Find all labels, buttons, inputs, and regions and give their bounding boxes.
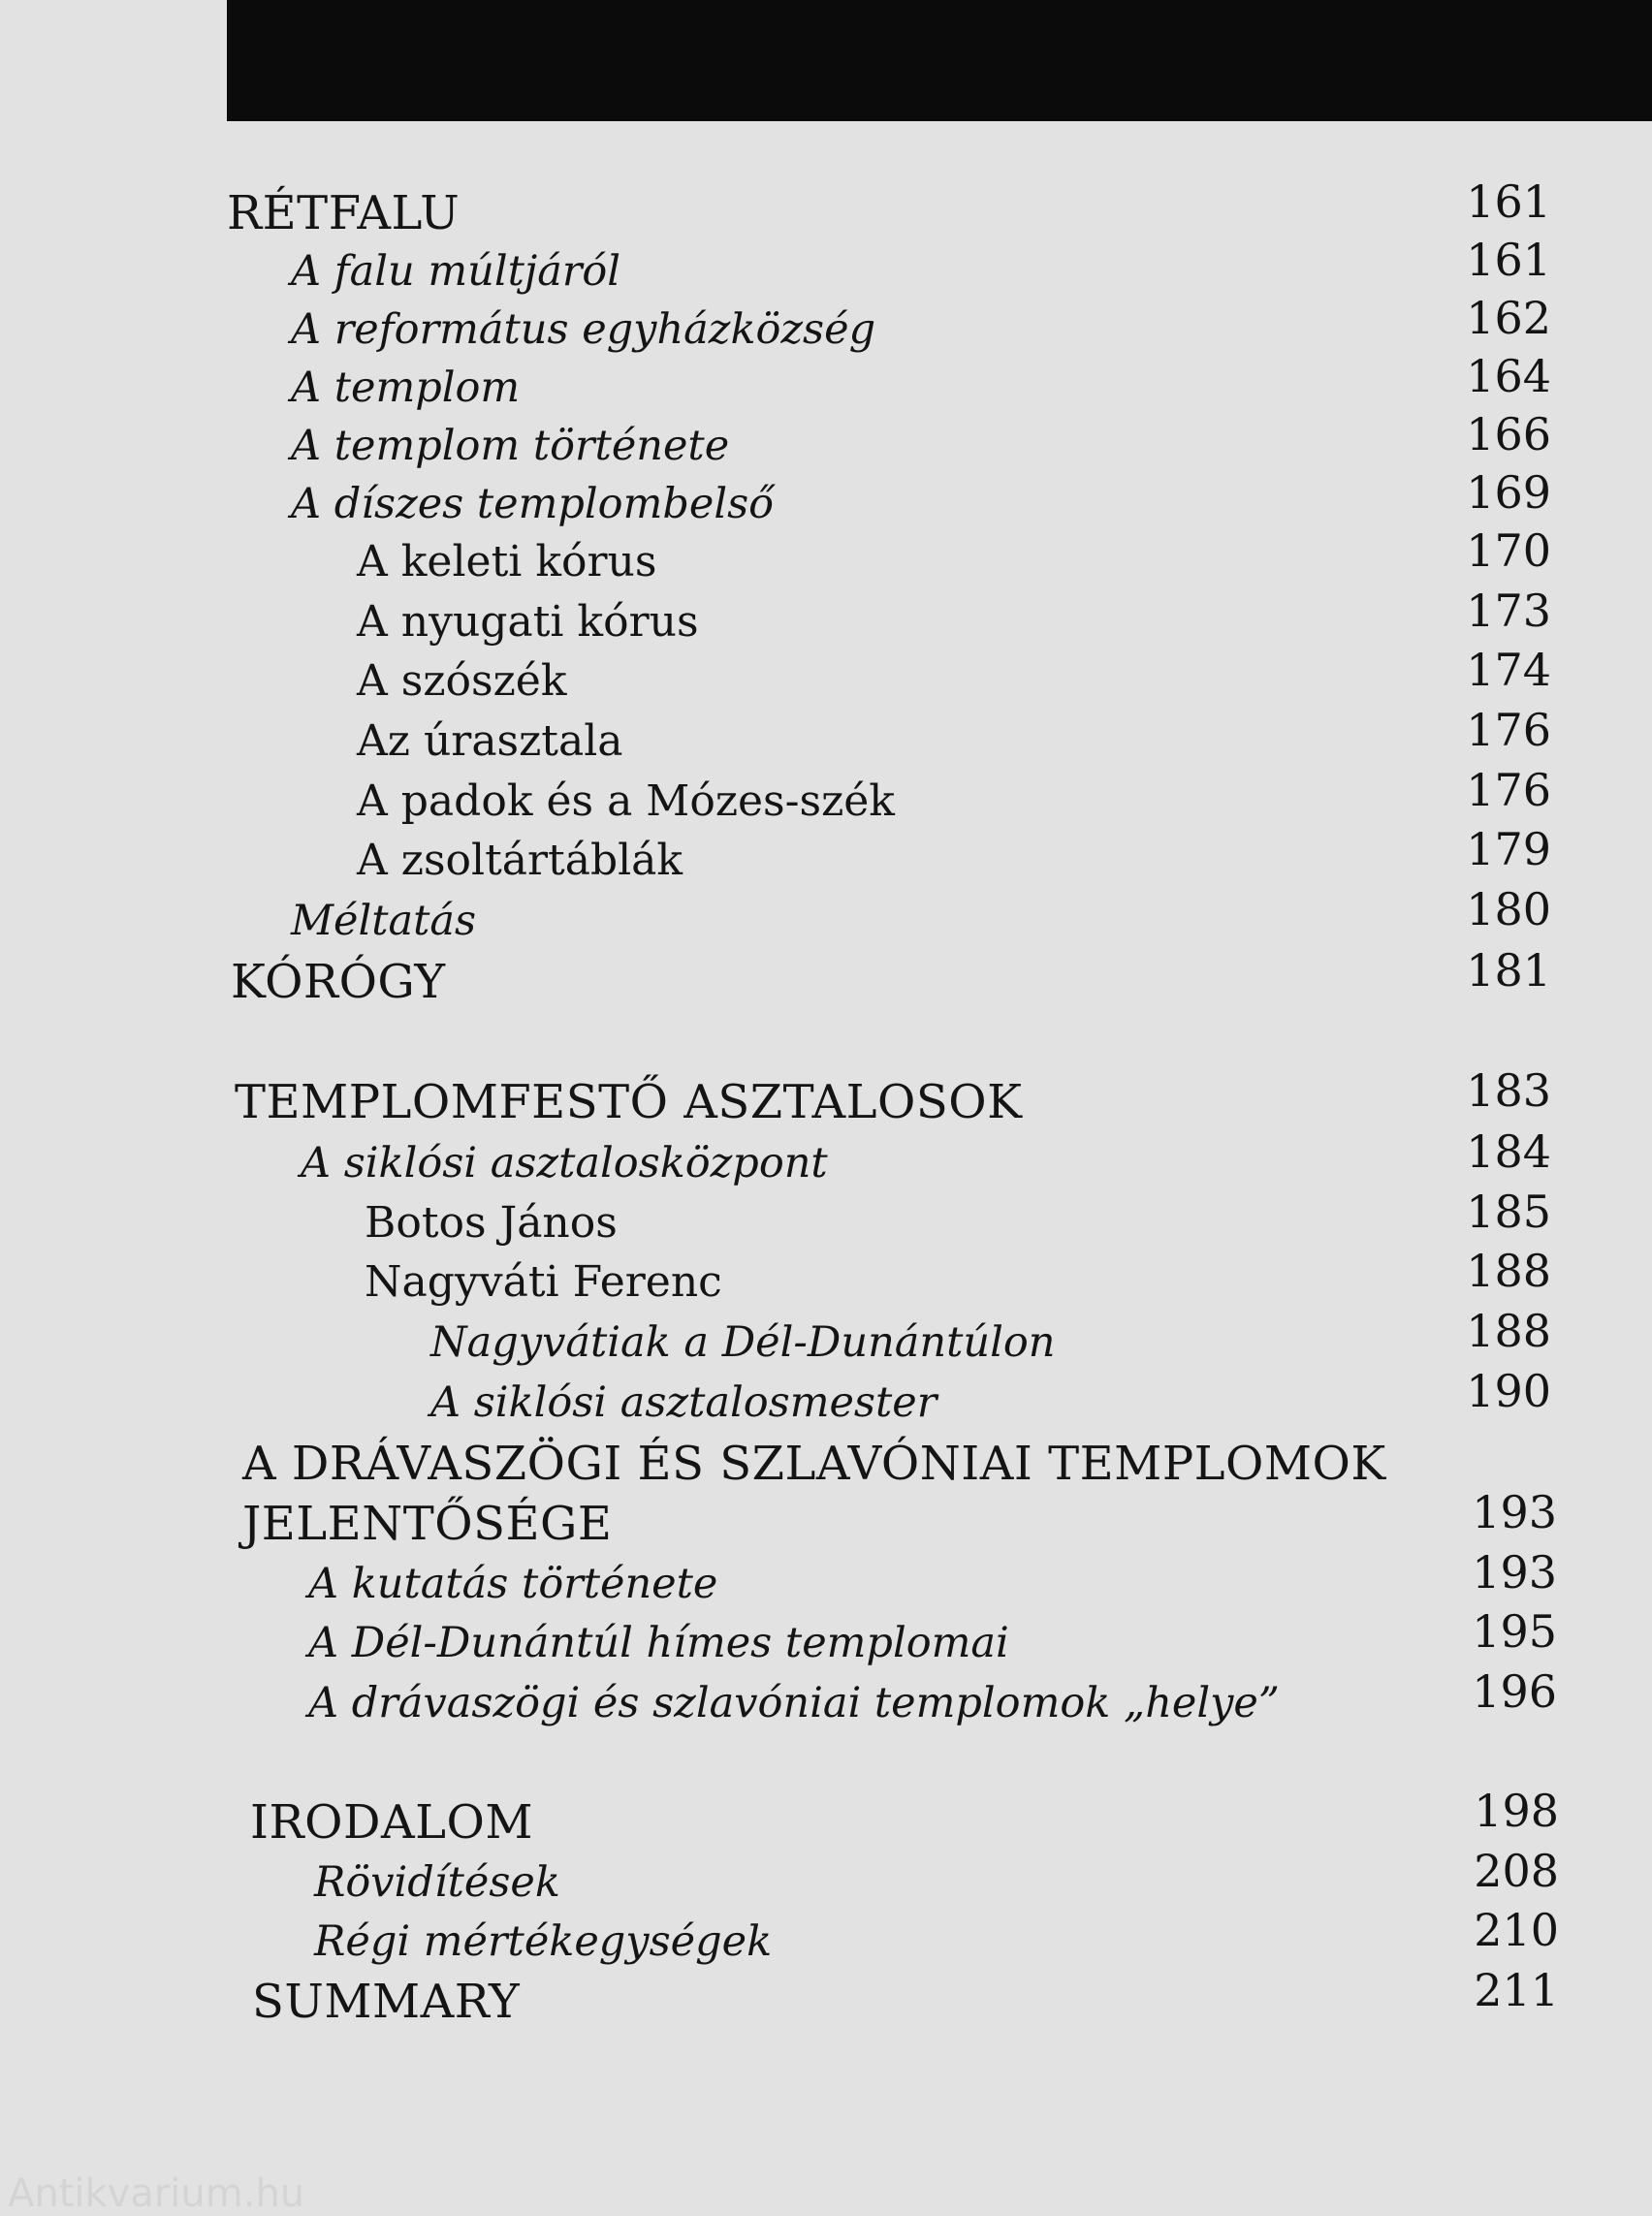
toc-title: A kutatás története bbox=[308, 1560, 718, 1608]
toc-entry bbox=[0, 764, 1652, 831]
toc-page-number: 193 bbox=[1472, 1486, 1557, 1538]
toc-entry bbox=[0, 1605, 1652, 1672]
toc-title: A zsoltártáblák bbox=[357, 836, 683, 885]
toc-entry bbox=[0, 292, 1652, 359]
toc-title: A DRÁVASZÖGI ÉS SZLAVÓNIAI TEMPLOMOK bbox=[242, 1437, 1386, 1491]
toc-title: A templom története bbox=[291, 422, 730, 470]
toc-entry bbox=[0, 1964, 1652, 2031]
toc-entry bbox=[0, 408, 1652, 475]
toc-title: Rövidítések bbox=[314, 1858, 560, 1907]
toc-page-number: 169 bbox=[1466, 466, 1551, 519]
toc-entry bbox=[0, 823, 1652, 890]
toc-entry bbox=[0, 1064, 1652, 1131]
toc-title: Nagyvátiak a Dél-Dunántúlon bbox=[430, 1318, 1056, 1367]
toc-title: Nagyváti Ferenc bbox=[365, 1257, 722, 1307]
toc-page-number: 179 bbox=[1466, 823, 1551, 875]
toc-title: A díszes templombelső bbox=[291, 480, 775, 528]
toc-page-number: 184 bbox=[1466, 1125, 1551, 1178]
toc-page-number: 208 bbox=[1474, 1845, 1559, 1897]
toc-title: A Dél-Dunántúl hímes templomai bbox=[308, 1619, 1009, 1667]
toc-entry bbox=[0, 1904, 1652, 1971]
toc-entry bbox=[0, 234, 1652, 301]
toc-entry bbox=[0, 1186, 1652, 1252]
toc-page-number: 196 bbox=[1472, 1665, 1557, 1718]
toc-page-number: 188 bbox=[1466, 1305, 1551, 1357]
toc-title: JELENTŐSÉGE bbox=[242, 1497, 613, 1551]
toc-entry bbox=[0, 1365, 1652, 1432]
toc-page-number: 170 bbox=[1466, 524, 1551, 577]
toc-title: A református egyházközség bbox=[291, 305, 876, 354]
toc-page-number: 183 bbox=[1466, 1064, 1551, 1117]
toc-title: A padok és a Mózes-szék bbox=[357, 776, 895, 826]
toc-page-number: 188 bbox=[1466, 1245, 1551, 1297]
toc-page-number: 193 bbox=[1472, 1546, 1557, 1599]
toc-entry bbox=[0, 944, 1652, 1011]
watermark: Antikvarium.hu bbox=[8, 2171, 305, 2216]
toc-title: IRODALOM bbox=[250, 1795, 533, 1850]
toc-title: A nyugati kórus bbox=[357, 597, 699, 647]
toc-title: KÓRÓGY bbox=[231, 955, 446, 1009]
toc-entry bbox=[0, 466, 1652, 533]
toc-page-number: 190 bbox=[1466, 1365, 1551, 1417]
toc-entry bbox=[0, 1785, 1652, 1852]
toc-title: A szószék bbox=[357, 656, 567, 706]
toc-entry bbox=[0, 1245, 1652, 1312]
toc-page-number: 161 bbox=[1466, 234, 1551, 286]
toc-page-number: 210 bbox=[1474, 1904, 1559, 1956]
toc-page-number: 185 bbox=[1466, 1186, 1551, 1238]
toc-entry bbox=[0, 585, 1652, 651]
toc-title: A siklósi asztalosmester bbox=[430, 1378, 937, 1427]
toc-entry bbox=[0, 644, 1652, 711]
toc-title: A falu múltjáról bbox=[291, 247, 621, 296]
toc-entry bbox=[0, 1435, 1652, 1493]
toc-entry bbox=[0, 1546, 1652, 1613]
toc-entry bbox=[0, 524, 1652, 591]
toc-title: Régi mértékegységek bbox=[314, 1917, 773, 1966]
toc-entry bbox=[0, 1665, 1652, 1732]
toc-title: SUMMARY bbox=[252, 1975, 521, 2029]
toc-entry bbox=[0, 1845, 1652, 1912]
toc-title: A keleti kórus bbox=[357, 537, 657, 586]
toc-title: Botos János bbox=[365, 1198, 618, 1248]
toc-title: Méltatás bbox=[291, 897, 477, 945]
toc-page-number: 176 bbox=[1466, 764, 1551, 816]
toc-page-number: 173 bbox=[1466, 585, 1551, 637]
toc-page-number: 211 bbox=[1474, 1964, 1559, 2016]
toc-entry bbox=[0, 350, 1652, 417]
toc-title: Az úrasztala bbox=[357, 716, 623, 766]
toc-title: RÉTFALU bbox=[227, 186, 461, 240]
toc-title: A drávaszögi és szlavóniai templomok „helye” bbox=[308, 1679, 1280, 1727]
toc-page-number: 180 bbox=[1466, 883, 1551, 935]
toc-page-number: 161 bbox=[1466, 175, 1551, 228]
toc-page-number: 162 bbox=[1466, 292, 1551, 344]
toc-page-number: 198 bbox=[1474, 1785, 1559, 1837]
toc-entry bbox=[0, 175, 1652, 242]
toc-page-number: 181 bbox=[1466, 944, 1551, 997]
toc-page-number: 195 bbox=[1472, 1605, 1557, 1658]
toc-page-number: 164 bbox=[1466, 350, 1551, 402]
toc-page-number: 174 bbox=[1466, 644, 1551, 696]
toc-page-number: 166 bbox=[1466, 408, 1551, 460]
toc-title: A templom bbox=[291, 364, 521, 412]
toc-entry bbox=[0, 1486, 1652, 1553]
toc-title: A siklósi asztalosközpont bbox=[301, 1139, 828, 1187]
toc-page-number: 176 bbox=[1466, 704, 1551, 756]
toc-entry bbox=[0, 1125, 1652, 1192]
toc-entry bbox=[0, 1305, 1652, 1372]
toc-entry bbox=[0, 883, 1652, 950]
toc-entry bbox=[0, 704, 1652, 771]
toc-title: TEMPLOMFESTŐ ASZTALOSOK bbox=[235, 1075, 1023, 1129]
